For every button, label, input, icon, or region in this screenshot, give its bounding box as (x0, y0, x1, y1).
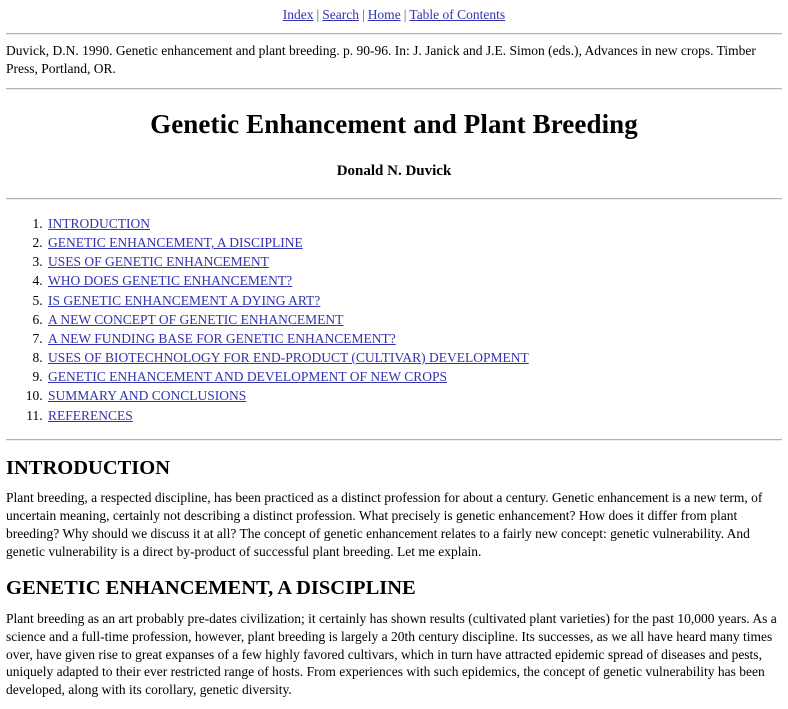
list-item (46, 367, 782, 386)
section-heading-introduction: INTRODUCTION (6, 456, 171, 479)
section-heading-genetic-enhancement-a-discipline: GENETIC ENHANCEMENT, A DISCIPLINE (6, 577, 416, 600)
toc-link-references[interactable]: REFERENCES (48, 407, 133, 423)
section-paragraph-introduction: Plant breeding, a respected discipline, has been practiced as a distinct profession for about a century. Genetic enhancement is a new term, of uncertain meaning, certainly not describing a distinct profession. What precisely is genetic enhancement? How does it differ from plant breeding? Why should we discuss it at all? The concept of genetic enhancement relates to a fairly new concept: genetic vulnerability. And genetic vulnerability is a direct by-product of successful plant breeding. Let me explain. (6, 490, 763, 560)
list-item (46, 310, 782, 329)
nav-link-search[interactable]: Search (322, 7, 359, 22)
toc-link-uses-of-biotechnology-for-end-product-development[interactable]: USES OF BIOTECHNOLOGY FOR END-PRODUCT (CULTIVAR) DEVELOPMENT (48, 350, 529, 366)
nav-separator: | (361, 7, 365, 22)
list-item (46, 252, 782, 271)
toc-link-a-new-concept-of-genetic-enhancement[interactable]: A NEW CONCEPT OF GENETIC ENHANCEMENT (48, 311, 344, 327)
toc-link-summary-and-conclusions[interactable]: SUMMARY AND CONCLUSIONS (48, 388, 247, 404)
divider-before-title (6, 88, 782, 90)
list-item (46, 386, 782, 405)
table-of-contents-list (6, 214, 782, 425)
list-item (46, 348, 782, 367)
toc-link-uses-of-genetic-enhancement[interactable]: USES OF GENETIC ENHANCEMENT (48, 254, 269, 270)
nav-separator: | (316, 7, 320, 22)
nav-separator: | (403, 7, 407, 22)
toc-link-who-does-genetic-enhancement[interactable]: WHO DOES GENETIC ENHANCEMENT? (48, 273, 293, 289)
nav-link-index[interactable]: Index (282, 7, 314, 22)
author-name: Donald N. Duvick (336, 163, 452, 180)
divider-after-author (6, 198, 782, 200)
section-paragraph-genetic-enhancement-a-discipline: Plant breeding as an art probably pre-dates civilization; it certainly has shown results (cultivated plant varieties) for the past 10,000 years. As a science and a full-time profession, however, plant breeding is largely a 20th century discipline. Its successes, as we all have heard many times over, have given rise to great expanses of a few highly favored cultivars, which in turn have attracted epidemic spread of diseases and pests, uniquely adapted to their ever restricted range of hosts. From experiences with such epidemics, the concept of genetic vulnerability has been developed, along with its corollary, genetic diversity. (6, 610, 777, 698)
nav-link-table-of-contents[interactable]: Table of Contents (409, 7, 506, 22)
toc-link-genetic-enhancement-a-discipline[interactable]: GENETIC ENHANCEMENT, A DISCIPLINE (48, 235, 303, 251)
list-item (46, 214, 782, 233)
toc-link-is-genetic-enhancement-a-dying-art[interactable]: IS GENETIC ENHANCEMENT A DYING ART? (48, 292, 321, 308)
top-navigation-bar (6, 0, 782, 28)
toc-link-introduction[interactable]: INTRODUCTION (48, 215, 150, 231)
list-item (46, 271, 782, 290)
nav-link-home[interactable]: Home (367, 7, 401, 22)
list-item (46, 291, 782, 310)
toc-link-a-new-funding-base-for-genetic-enhancement[interactable]: A NEW FUNDING BASE FOR GENETIC ENHANCEMENT? (48, 330, 396, 346)
list-item (46, 406, 782, 425)
page-title: Genetic Enhancement and Plant Breeding (150, 108, 638, 139)
divider-before-body (6, 439, 782, 441)
citation-text: Duvick, D.N. 1990. Genetic enhancement and plant breeding. p. 90-96. In: J. Janick and J.E. Simon (eds.), Advances in new crops. Timber Press, Portland, OR. (6, 42, 756, 77)
list-item (46, 233, 782, 252)
toc-link-genetic-enhancement-and-development-of-new-crops[interactable]: GENETIC ENHANCEMENT AND DEVELOPMENT OF NEW CROPS (48, 369, 448, 385)
list-item (46, 329, 782, 348)
divider-after-nav (6, 33, 782, 35)
